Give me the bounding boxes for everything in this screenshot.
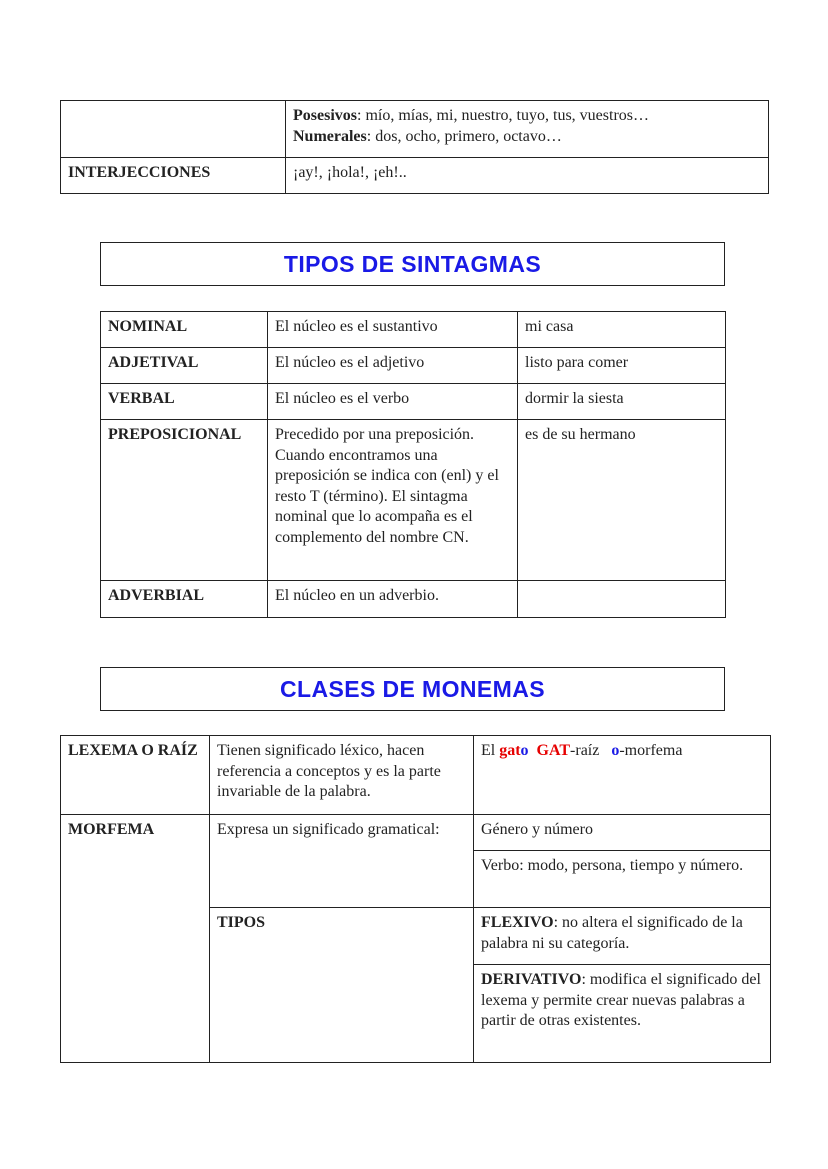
table-row — [61, 158, 769, 194]
table-row — [101, 581, 726, 618]
table-row — [61, 736, 771, 815]
lexema-name: LEXEMA O RAÍZ — [61, 736, 210, 815]
sintagma-desc: El núcleo es el verbo — [268, 384, 518, 420]
sintagma-example: listo para comer — [518, 348, 726, 384]
sintagma-example: dormir la siesta — [518, 384, 726, 420]
sintagma-name: PREPOSICIONAL — [101, 420, 268, 581]
flexivo-label: FLEXIVO — [481, 914, 554, 931]
sintagma-example: mi casa — [518, 312, 726, 348]
determinantes-cell — [286, 101, 769, 158]
flexivo-text: : no altera el significado de la palabra ni su categoría. — [481, 914, 743, 952]
example-gat-caps: GAT — [536, 742, 571, 759]
lexema-desc: Tienen significado léxico, hacen referencia a conceptos y es la parte invariable de la palabra. — [210, 736, 474, 815]
sintagma-desc: Precedido por una preposición. Cuando encontramos una preposición se indica con (enl) y el resto T (término). El sintagma nominal que lo acompaña es el complemento del nombre CN. — [268, 420, 518, 581]
posesivos-text: : mío, mías, mi, nuestro, tuyo, tus, vuestros… — [357, 107, 649, 124]
example-gat: gat — [499, 742, 521, 759]
sintagma-desc: El núcleo es el sustantivo — [268, 312, 518, 348]
derivativo-cell — [474, 965, 771, 1063]
sintagmas-heading: TIPOS DE SINTAGMAS — [100, 242, 725, 286]
sintagmas-table — [100, 311, 726, 618]
example-o2: o — [611, 742, 620, 759]
sintagma-name: ADVERBIAL — [101, 581, 268, 618]
morfema-item-genero: Género y número — [474, 815, 771, 851]
example-o: o — [520, 742, 529, 759]
numerales-label: Numerales — [293, 127, 367, 145]
posesivos-label: Posesivos — [293, 107, 357, 124]
monemas-heading: CLASES DE MONEMAS — [100, 667, 725, 711]
example-raiz: -raíz — [570, 742, 600, 759]
morfema-name: MORFEMA — [61, 815, 210, 1063]
empty-cell — [61, 101, 286, 158]
sintagma-name: VERBAL — [101, 384, 268, 420]
interjecciones-label: INTERJECCIONES — [61, 158, 286, 194]
derivativo-label: DERIVATIVO — [481, 971, 582, 988]
sintagma-example — [518, 581, 726, 618]
example-el: El — [481, 742, 500, 759]
table-row — [101, 384, 726, 420]
table-row — [101, 348, 726, 384]
morfema-desc: Expresa un significado gramatical: — [210, 815, 474, 908]
interjecciones-text: ¡ay!, ¡hola!, ¡eh!.. — [286, 158, 769, 194]
table-row — [101, 312, 726, 348]
derivativo-text: : modifica el significado del lexema y permite crear nuevas palabras a partir de otras existentes. — [481, 971, 761, 1029]
numerales-text: : dos, ocho, primero, octavo… — [366, 127, 562, 145]
table-row — [101, 420, 726, 581]
example-morfema: -morfema — [619, 742, 683, 759]
tipos-label: TIPOS — [210, 908, 474, 1063]
table-row — [61, 815, 771, 851]
flexivo-cell — [474, 908, 771, 965]
sintagma-name: NOMINAL — [101, 312, 268, 348]
monemas-table — [60, 735, 771, 1063]
top-table — [60, 100, 769, 194]
sintagma-example: es de su hermano — [518, 420, 726, 581]
morfema-item-verbo: Verbo: modo, persona, tiempo y número. — [474, 851, 771, 908]
table-row — [61, 101, 769, 158]
sintagma-desc: El núcleo es el adjetivo — [268, 348, 518, 384]
lexema-example — [474, 736, 771, 815]
sintagma-name: ADJETIVAL — [101, 348, 268, 384]
sintagma-desc: El núcleo en un adverbio. — [268, 581, 518, 618]
